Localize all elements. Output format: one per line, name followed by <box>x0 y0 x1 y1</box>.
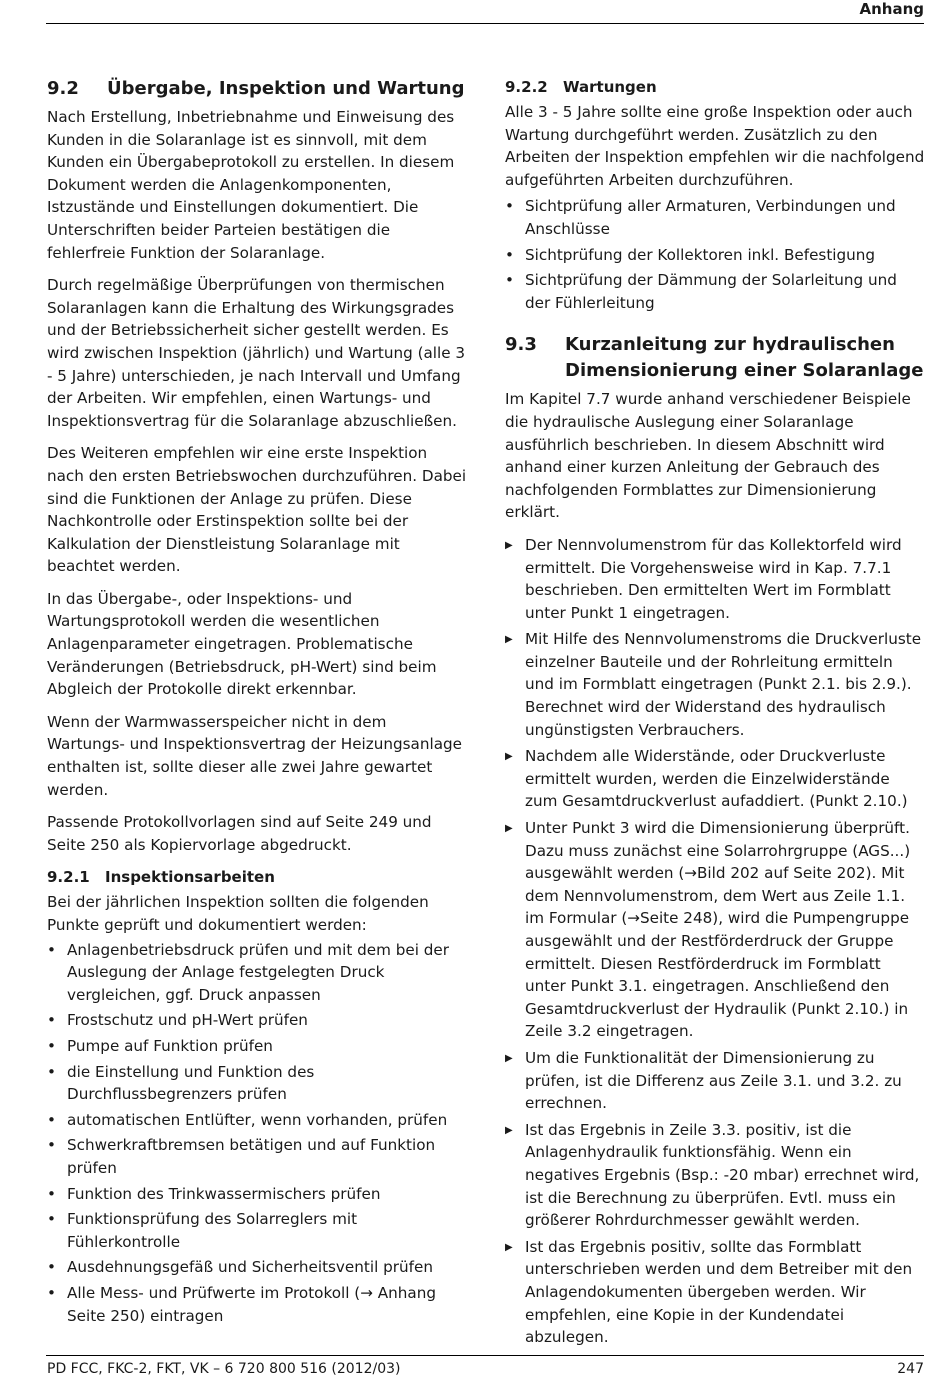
inspection-list <box>47 939 468 1328</box>
bullet-icon: • <box>505 197 514 216</box>
bullet-icon: • <box>47 1136 56 1155</box>
paragraph: Passende Protokollvorlagen sind auf Seite 249 und Seite 250 als Kopiervorlage abgedruckt. <box>47 813 432 854</box>
arrow-icon: ▶ <box>505 1241 513 1253</box>
subsection-heading-9-2-2 <box>505 76 926 98</box>
arrow-icon: ▶ <box>505 751 513 763</box>
paragraph: In das Übergabe-, oder Inspektions- und Wartungsprotokoll werden die wesentlichen Anlagenparameter eingetragen. Problematische Veränderungen (Betriebsdruck, pH-Wert) sind beim Abgleich der Protokolle direkt erkennbar. <box>47 589 437 699</box>
subsection-heading-9-2-1 <box>47 866 468 888</box>
step-item: ▶ Mit Hilfe des Nennvolumenstroms die Druckverluste einzelner Bauteile und der Rohrleitung ermitteln und im Formblatt eingetragen (Punkt 2.1. bis 2.9.). Berechnet wird der Widerstand des hydraulisch ungünstigsten Verbrauchers. <box>505 630 922 739</box>
bullet-icon: • <box>47 1036 56 1055</box>
step-item: ▶ Um die Funktionalität der Dimensionierung zu prüfen, ist die Differenz aus Zeile 3.1. und 3.2. zu errechnen. <box>505 1048 902 1113</box>
step-item: ▶ Ist das Ergebnis positiv, sollte das Formblatt unterschrieben werden und dem Betreiber mit den Anlagendokumenten übergeben werden. Wir empfehlen, eine Kopie in der Kundendatei abzulegen. <box>505 1237 913 1347</box>
right-column <box>505 76 926 1357</box>
list-item: • Ausdehnungsgefäß und Sicherheitsventil prüfen <box>47 1256 468 1279</box>
list-item: • Schwerkraftbremsen betätigen und auf Funktion prüfen <box>47 1136 436 1177</box>
section-title: Kurzanleitung zur hydraulischen Dimensionierung einer Solaranlage <box>565 334 924 382</box>
list-item: • Frostschutz und pH-Wert prüfen <box>47 1009 468 1032</box>
section-number: 9.2 <box>47 78 79 99</box>
bullet-icon: • <box>47 1184 56 1203</box>
paragraph: Bei der jährlichen Inspektion sollten die folgenden Punkte geprüft und dokumentiert werden: <box>47 893 429 934</box>
bullet-icon: • <box>505 271 514 290</box>
paragraph: Im Kapitel 7.7 wurde anhand verschiedener Beispiele die hydraulische Auslegung einer Solaranlage ausführlich beschrieben. In diesem Abschnitt wird anhand einer kurzen Anleitung der Gebrauch des nachfolgenden Formblattes zur Dimensionierung erklärt. <box>505 390 911 522</box>
header-label: Anhang <box>859 0 924 18</box>
list-item: • Funktionsprüfung des Solarreglers mit Fühlerkontrolle <box>47 1210 358 1251</box>
list-item: • automatischen Entlüfter, wenn vorhanden, prüfen <box>47 1109 468 1132</box>
arrow-icon: ▶ <box>505 634 513 646</box>
paragraph: Durch regelmäßige Überprüfungen von thermischen Solaranlagen kann die Erhaltung des Wirkungsgrades und der Betriebssicherheit sicher gestellt werden. Es wird zwischen Inspektion (jährlich) und Wartung (alle 3 - 5 Jahre) unterschieden, je nach Intervall und Umfang der Arbeiten. Wir empfehlen, einen Wartungs- und Inspektionsvertrag für die Solaranlage abzuschließen. <box>47 276 466 430</box>
arrow-icon: ▶ <box>505 539 513 551</box>
page-number: 247 <box>897 1361 924 1377</box>
subsection-title: Inspektionsarbeiten <box>105 868 275 887</box>
instruction-steps <box>505 534 926 1349</box>
maintenance-list <box>505 195 926 314</box>
header-divider <box>46 23 924 24</box>
list-item: • Sichtprüfung der Dämmung der Solarleitung und der Fühlerleitung <box>505 271 897 312</box>
bullet-icon: • <box>47 1283 56 1302</box>
bullet-icon: • <box>47 1062 56 1081</box>
footer-divider <box>46 1355 924 1356</box>
arrow-icon: ▶ <box>505 1124 513 1136</box>
paragraph: Des Weiteren empfehlen wir eine erste Inspektion nach den ersten Betriebswochen durchzuführen. Dabei sind die Funktionen der Anlage zu prüfen. Diese Nachkontrolle oder Erstinspektion sollte bei der Kalkulation der Dienstleistung Solaranlage mit beachtet werden. <box>47 444 467 576</box>
paragraph: Wenn der Warmwasserspeicher nicht in dem Wartungs- und Inspektionsvertrag der Heizungsanlage enthalten ist, sollte dieser alle zwei Jahre gewartet werden. <box>47 712 462 799</box>
list-item: • Anlagenbetriebsdruck prüfen und mit dem bei der Auslegung der Anlage festgelegten Druck vergleichen, ggf. Druck anpassen <box>47 940 449 1004</box>
bullet-icon: • <box>47 1210 56 1229</box>
left-column <box>47 76 468 1335</box>
paragraph: Alle 3 - 5 Jahre sollte eine große Inspektion oder auch Wartung durchgeführt werden. Zusätzlich zu den Arbeiten der Inspektion empfehlen wir die nachfolgend aufgeführten Arbeiten durchzuführen. <box>505 103 925 189</box>
bullet-icon: • <box>47 1011 56 1030</box>
step-item: ▶ Ist das Ergebnis in Zeile 3.3. positiv, ist die Anlagenhydraulik funktionsfähig. Wenn ein negatives Ergebnis (Bsp.: -20 mbar) errechnet wird, ist die Berechnung zu überprüfen. Evtl. muss ein größerer Rohrdurchmesser gewählt werden. <box>505 1120 920 1230</box>
list-item: • Sichtprüfung aller Armaturen, Verbindungen und Anschlüsse <box>505 197 896 238</box>
list-item: • Funktion des Trinkwassermischers prüfen <box>47 1183 468 1206</box>
list-item: • die Einstellung und Funktion des Durchflussbegrenzers prüfen <box>47 1062 315 1104</box>
subsection-number: 9.2.2 <box>505 78 548 96</box>
list-item: • Sichtprüfung der Kollektoren inkl. Befestigung <box>505 244 926 267</box>
arrow-icon: ▶ <box>505 823 513 835</box>
arrow-icon: ▶ <box>505 1052 513 1064</box>
bullet-icon: • <box>505 245 514 264</box>
step-item: ▶ Unter Punkt 3 wird die Dimensionierung überprüft. Dazu muss zunächst eine Solarrohrgruppe (AGS...) ausgewählt werden (→Bild 202 auf Seite 202). Mit dem Nennvolumenstrom, dem Wert aus Zeile 1.1. im Formular (→Seite 248), wird die Pumpengruppe ausgewählt und der Restförderdruck der Gruppe ermittelt. Diesen Restförderdruck im Formblatt unter Punkt 3.1. eingetragen. Anschließend den Gesamtdruckverlust der Hydraulik (Punkt 2.10.) in Zeile 3.2 eingetragen. <box>505 819 911 1041</box>
subsection-number: 9.2.1 <box>47 868 90 887</box>
list-item: • Pumpe auf Funktion prüfen <box>47 1035 468 1058</box>
list-item: • Alle Mess- und Prüfwerte im Protokoll (→ Anhang Seite 250) eintragen <box>47 1283 436 1325</box>
bullet-icon: • <box>47 1258 56 1277</box>
section-heading-9-3 <box>505 332 926 384</box>
step-item: ▶ Der Nennvolumenstrom für das Kollektorfeld wird ermittelt. Die Vorgehensweise wird in Kap. 7.7.1 beschrieben. Den ermittelten Wert im Formblatt unter Punkt 1 eingetragen. <box>505 535 902 622</box>
section-title: Übergabe, Inspektion und Wartung <box>107 78 465 99</box>
bullet-icon: • <box>47 940 56 959</box>
step-item: ▶ Nachdem alle Widerstände, oder Druckverluste ermittelt wurden, werden die Einzelwiderstände zum Gesamtdruckverlust aufaddiert. (Punkt 2.10.) <box>505 747 908 811</box>
section-heading-9-2 <box>47 76 468 102</box>
bullet-icon: • <box>47 1110 56 1129</box>
paragraph: Nach Erstellung, Inbetriebnahme und Einweisung des Kunden in die Solaranlage ist es sinnvoll, mit dem Kunden ein Übergabeprotokoll zu erstellen. In diesem Dokument werden die Anlagenkomponenten, Istzustände und Einstellungen dokumentiert. Die Unterschriften beider Parteien bestätigen die fehlerfreie Funktion der Solaranlage. <box>47 108 455 262</box>
section-number: 9.3 <box>505 334 537 356</box>
footer-document-id: PD FCC, FKC-2, FKT, VK – 6 720 800 516 (2012/03) <box>47 1361 401 1377</box>
subsection-title: Wartungen <box>563 78 657 96</box>
